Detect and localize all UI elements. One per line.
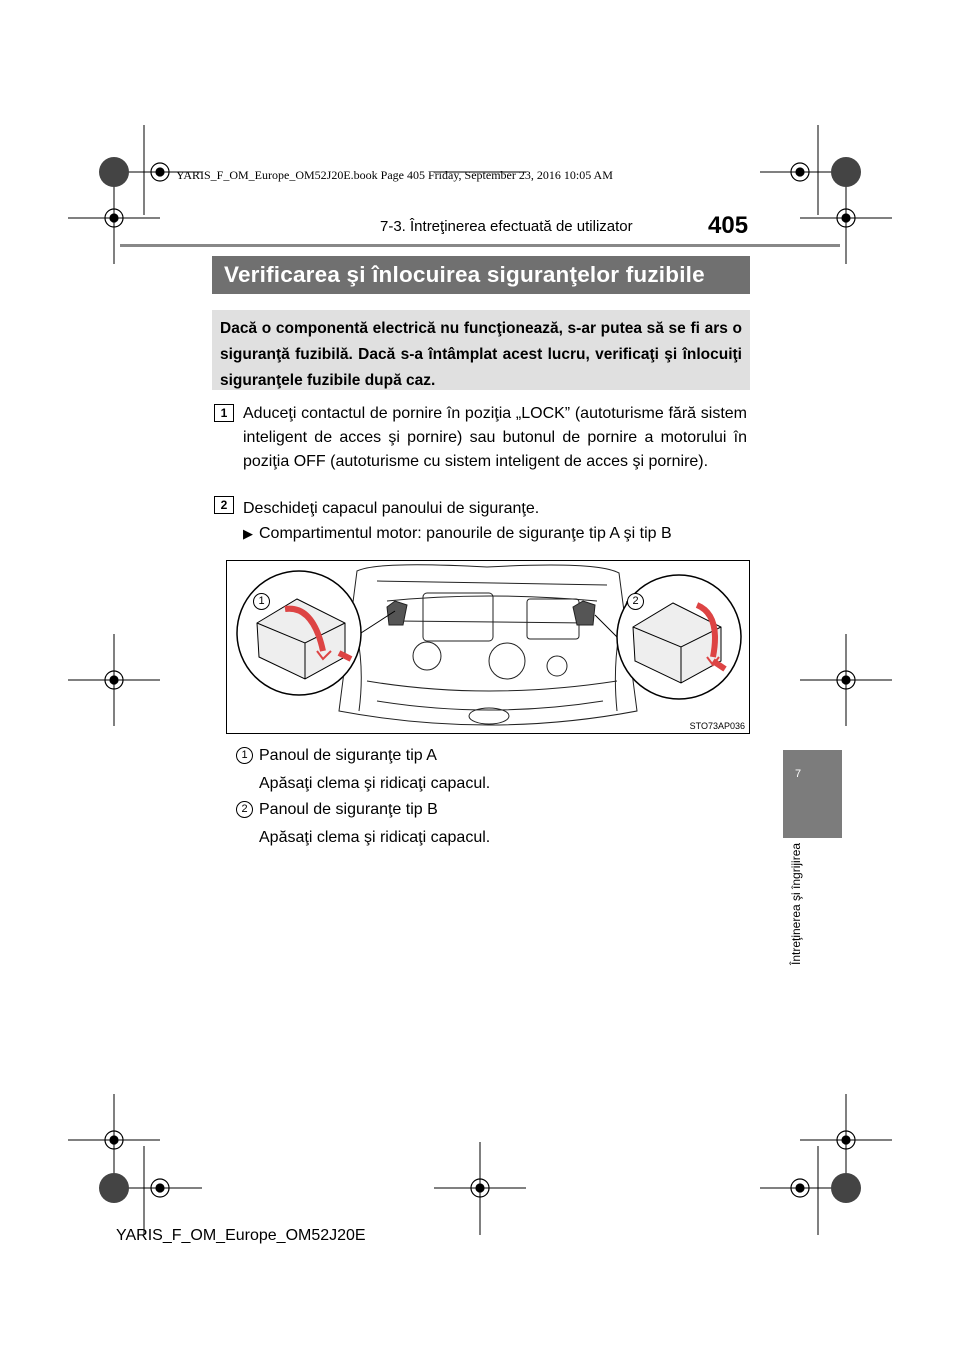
chapter-side-label-text: Întreţinerea şi îngrijirea: [789, 842, 803, 965]
book-meta-line: YARIS_F_OM_Europe_OM52J20E.book Page 405 Friday, September 23, 2016 10:05 AM: [176, 168, 613, 182]
step-badge-2: 2: [214, 496, 234, 514]
figure-callout-1: 1: [253, 593, 270, 610]
section-title: Verificarea şi înlocuirea siguranţelor fuzibile: [212, 256, 750, 294]
engine-compartment-figure: [226, 560, 750, 734]
intro-note: Dacă o componentă electrică nu funcţionează, s-ar putea să se fi ars o siguranţă fuzibilă. Dacă s-a întâmplat acest lucru, verificaţi şi înlocuiţi siguranţele fuzibile după caz.: [212, 310, 750, 390]
legend-2-title: Panoul de siguranţe tip B: [259, 801, 438, 818]
step-2-text: Deschideţi capacul panoului de siguranţe.: [243, 500, 540, 517]
page-number: 405: [708, 212, 749, 239]
legend-callout-2: 2: [236, 801, 253, 818]
legend-1-action: Apăsaţi clema şi ridicaţi capacul.: [259, 775, 491, 792]
chapter-tab: [783, 750, 842, 838]
legend-1-title: Panoul de siguranţe tip A: [259, 747, 437, 764]
triangle-right-icon: ▶: [243, 526, 253, 541]
step-badge-1: 1: [214, 404, 234, 422]
chapter-tab-number: 7: [795, 768, 802, 780]
header-rule: [120, 244, 840, 247]
engine-illustration: [227, 561, 749, 733]
bullet-text: Compartimentul motor: panourile de siguranţe tip A şi tip B: [259, 525, 672, 542]
step-1-text: Aduceţi contactul de pornire în poziţia „LOCK” (autoturisme fără sistem inteligent de acces şi pornire) sau butonul de pornire a motorului în poziţia OFF (autoturisme cu sistem inteligent de acces şi pornire).: [243, 405, 747, 470]
figure-callout-2: 2: [627, 593, 644, 610]
bullet-item: [243, 522, 747, 546]
legend-callout-1: 1: [236, 747, 253, 764]
footer-doc-code: YARIS_F_OM_Europe_OM52J20E: [116, 1227, 366, 1244]
section-header: 7-3. Întreţinerea efectuată de utilizator: [380, 218, 633, 235]
chapter-side-label: [784, 842, 804, 975]
legend-2-action: Apăsaţi clema şi ridicaţi capacul.: [259, 829, 491, 846]
figure-code: STO73AP036: [689, 721, 745, 731]
